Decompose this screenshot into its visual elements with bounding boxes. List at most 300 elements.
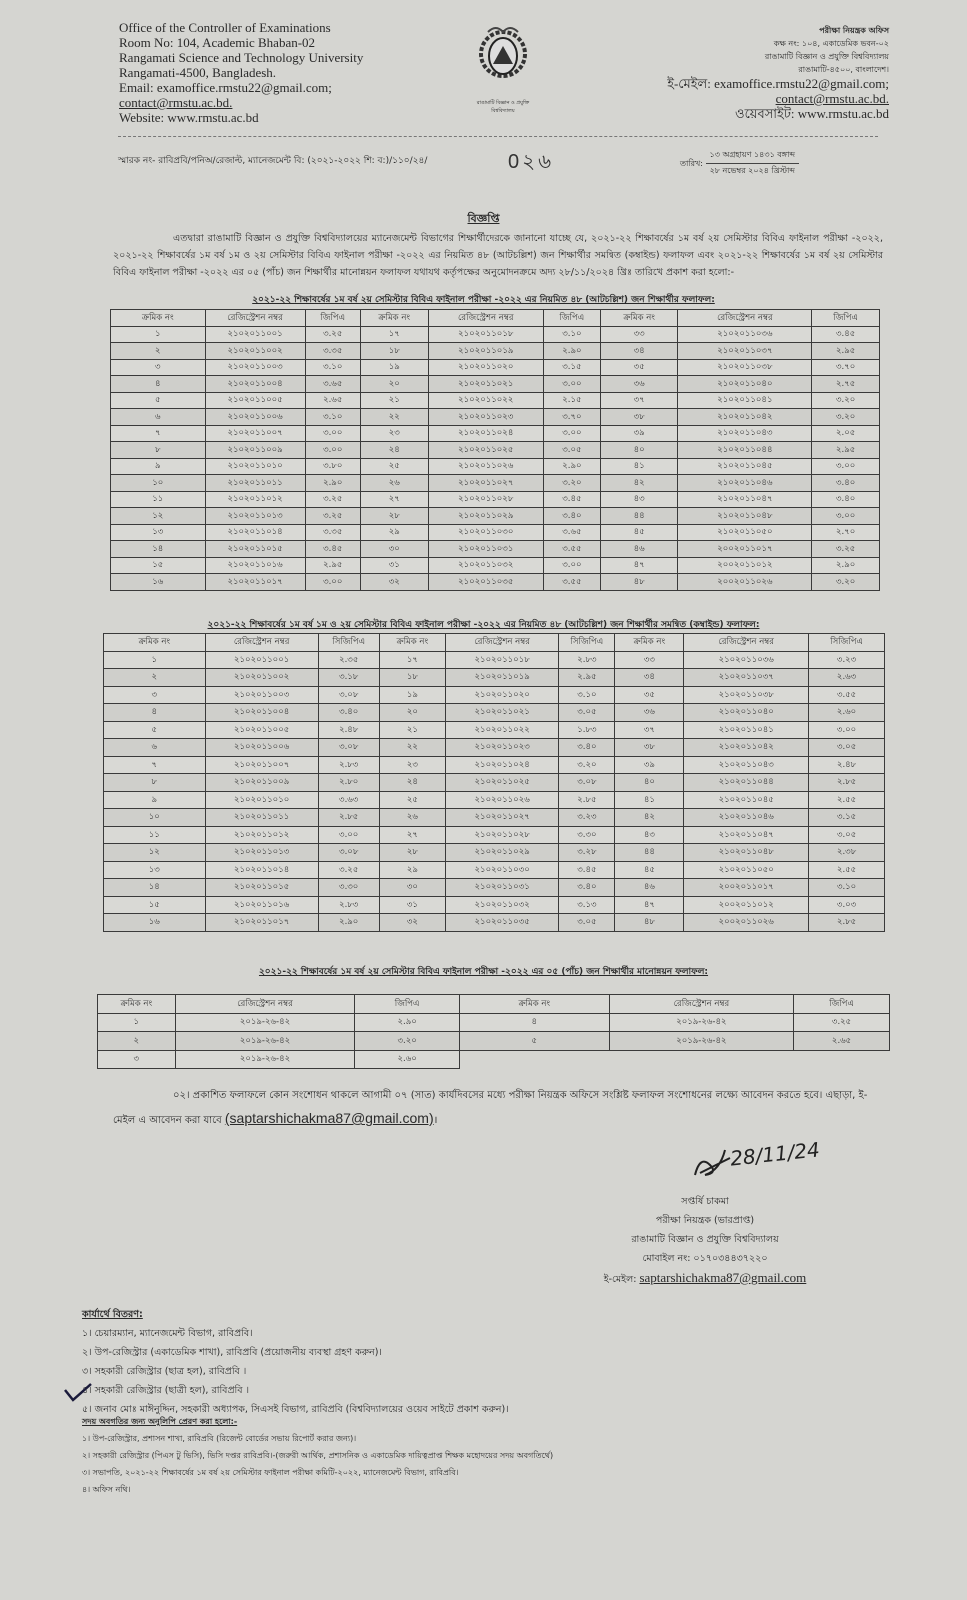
gpa-cell: ২.৯৫: [559, 669, 615, 687]
table-row: [111, 359, 880, 376]
gpa-cell: ৩.০০: [812, 458, 880, 475]
registration-cell: ২১০২০১১০৩২: [446, 896, 559, 914]
office-name-bangla: পরীক্ষা নিয়ন্ত্রক অফিস: [819, 26, 889, 35]
memo-date: [680, 148, 799, 179]
table-row: [104, 686, 885, 704]
table-row: [111, 392, 880, 409]
registration-cell: ২১০২০১১০৪৬: [684, 809, 809, 827]
gpa-cell: ৩.৬৫: [305, 376, 360, 393]
serial-cell: ২৪: [379, 774, 445, 792]
serial-cell: ৪০: [615, 774, 684, 792]
registration-cell: ২১০২০১১০০১: [205, 651, 318, 669]
serial-cell: ৩০: [379, 879, 445, 897]
serial-cell: ৩: [98, 1050, 176, 1069]
list-item: ৪। সহকারী রেজিস্ট্রার (ছাত্রী হল), রাবিপ্রবি ।: [82, 1385, 249, 1396]
table-row: [111, 524, 880, 541]
gpa-cell: ৩.০৫: [809, 739, 885, 757]
cgpa-combined-results-table: [103, 633, 885, 932]
serial-cell: ৪৫: [615, 861, 684, 879]
serial-cell: ৩৪: [615, 669, 684, 687]
list-item: ১। উপ-রেজিস্ট্রার, প্রশাসন শাখা, রাবিপ্রবি (রিজেন্ট বোর্ডের সভায় রিপোর্ট করার জন্য)।: [82, 1434, 357, 1443]
signatory-institution: রাঙামাটি বিজ্ঞান ও প্রযুক্তি বিশ্ববিদ্যালয়: [631, 1234, 779, 1245]
registration-cell: ২১০২০১১০২০: [428, 359, 543, 376]
contact-link[interactable]: contact@rmstu.ac.bd.: [119, 95, 233, 110]
registration-cell: ২১০২০১১০১৭: [205, 914, 318, 932]
gpa-cell: ৩.০০: [318, 826, 379, 844]
gpa-cell: ২.৩৫: [318, 651, 379, 669]
registration-cell: ২১০২০১১০৪০: [684, 704, 809, 722]
list-item: ১। চেয়ারম্যান, ম্যানেজমেন্ট বিভাগ, রাবিপ্রবি।: [82, 1328, 253, 1339]
date-label: তারিখ:: [680, 159, 703, 168]
gpa-cell: ২.৬৩: [809, 669, 885, 687]
notice-body: এতদ্বারা রাঙামাটি বিজ্ঞান ও প্রযুক্তি বিশ্ববিদ্যালয়ের ম্যানেজমেন্ট বিভাগের শিক্ষার্থীদেরকে জানানো যাচ্ছে যে, ২০২১-২২ শিক্ষাবর্ষের ১ম বর্ষ ২য় সেমিস্টার বিবিএ ফাইনাল পরীক্ষা -২০২২, ২০২১-২২ শিক্ষাবর্ষের ১ম বর্ষ ১ম ও ২য় সেমিস্টার বিবিএ ফাইনাল পরীক্ষা -২০২২ এর নিয়মিত ৪৮ (আটচল্লিশ) জন শিক্ষার্থীর সমন্বিত (কম্বাইন্ড) ফলাফল এবং ২০২১-২২ শিক্ষাবর্ষের ১ম বর্ষ ২য় সেমিস্টার বিবিএ ফাইনাল পরীক্ষা -২০২২ এর ০৫ (পাঁচ) জন শিক্ষার্থীর মানোন্নয়ন ফলাফল যথাযথ কর্তৃপক্ষের অনুমোদনক্রমে অদ্য ২৮/১১/২০২৪ খ্রিঃ তারিখে প্রকাশ করা হলো:-: [113, 233, 883, 278]
gpa-cell: ৩.৬৩: [318, 791, 379, 809]
serial-cell: ১০: [104, 809, 206, 827]
serial-cell: ৪৭: [600, 557, 678, 574]
gpa-cell: ৩.৭০: [543, 409, 600, 426]
column-header: ক্রমিক নং: [615, 634, 684, 652]
registration-cell: ২১০২০১১০২৩: [446, 739, 559, 757]
table-row: [104, 756, 885, 774]
table2-caption: ২০২১-২২ শিক্ষাবর্ষের ১ম বর্ষ ১ম ও ২য় সেমিস্টার বিবিএ ফাইনাল পরীক্ষা -২০২২ এর নিয়মিত ৪৮ (আটচল্লিশ) জন শিক্ষার্থীর সমন্বিত (কম্বাইন্ড) ফলাফল:: [207, 620, 760, 630]
column-header: রেজিস্ট্রেশন নম্বর: [446, 634, 559, 652]
list-item: ৫। জনাব মোঃ মাঈনুদ্দিন, সহকারী অধ্যাপক, সিএসই বিভাগ, রাবিপ্রবি (বিশ্ববিদ্যালয়ের ওয়েব সাইটে প্রকাশ করুন)।: [82, 1404, 509, 1415]
serial-cell: ৮: [104, 774, 206, 792]
column-header: জিপিএ: [794, 995, 890, 1014]
registration-cell: ২১০২০১১০৩৬: [678, 326, 812, 343]
registration-cell: ২১০২০১১০০২: [205, 343, 305, 360]
gpa-cell: ৩.৪০: [812, 475, 880, 492]
letterhead-bangla: [667, 24, 889, 121]
table-row: [111, 491, 880, 508]
serial-cell: ৩৩: [615, 651, 684, 669]
gpa-cell: ২.১৫: [543, 392, 600, 409]
gpa-cell: ৩.৪০: [318, 704, 379, 722]
registration-cell: ২১০২০১১০১২: [205, 826, 318, 844]
registration-cell: ২১০২০১১০০৬: [205, 739, 318, 757]
registration-cell: ২১০২০১১০৩৮: [684, 686, 809, 704]
registration-cell: ২০০২০১১০১৭: [678, 541, 812, 558]
gpa-cell: ২.৯৫: [812, 442, 880, 459]
registration-cell: ২১০২০১১০৪০: [678, 376, 812, 393]
gpa-cell: ৩.২০: [355, 1032, 460, 1051]
serial-cell: ৫: [104, 721, 206, 739]
column-header: সিজিপিএ: [809, 634, 885, 652]
serial-cell: ২: [104, 669, 206, 687]
serial-cell: ২১: [379, 721, 445, 739]
gpa-cell: ২.৬৫: [794, 1032, 890, 1051]
gpa-cell: ২.৯০: [812, 557, 880, 574]
gpa-cell: ৩.৫৫: [543, 574, 600, 591]
table-row: [104, 704, 885, 722]
serial-cell: ২৯: [360, 524, 428, 541]
serial-cell: ৩৯: [615, 756, 684, 774]
gpa-cell: ৩.২৮: [559, 844, 615, 862]
column-header: জিপিএ: [355, 995, 460, 1014]
gpa-cell: ৩.০৮: [318, 739, 379, 757]
gpa-cell: ২.৯০: [305, 475, 360, 492]
column-header: সিজিপিএ: [559, 634, 615, 652]
gpa-cell: ৩.১০: [809, 879, 885, 897]
gpa-cell: ৩.৩৫: [305, 524, 360, 541]
contact-link-bangla[interactable]: contact@rmstu.ac.bd.: [775, 91, 889, 106]
serial-cell: ৩২: [379, 914, 445, 932]
registration-cell: ২০১৯-২৬-৪২: [175, 1050, 355, 1069]
gpa-cell: ৩.০০: [543, 425, 600, 442]
signatory-name: সপ্তর্ষি চাকমা: [681, 1196, 729, 1207]
university-logo: [468, 22, 538, 114]
serial-cell: ১৪: [111, 541, 206, 558]
gpa-cell: ৩.৮০: [305, 458, 360, 475]
serial-cell: ৪৩: [600, 491, 678, 508]
gpa-cell: ৩.০০: [305, 442, 360, 459]
registration-cell: ২১০২০১১০১৩: [205, 508, 305, 525]
serial-cell: ৪৪: [615, 844, 684, 862]
handwritten-memo-number: 0২৬: [508, 151, 555, 173]
serial-cell: ৪৭: [615, 896, 684, 914]
gpa-cell: ২.৯৫: [305, 557, 360, 574]
list-item: ৩। সভাপতি, ২০২১-২২ শিক্ষাবর্ষের ১ম বর্ষ ২য় সেমিস্টার ফাইনাল পরীক্ষা কমিটি-২০২২, ম্যানেজমেন্ট বিভাগ, রাবিপ্রবি।: [82, 1468, 459, 1477]
gpa-cell: ৩.২০: [812, 392, 880, 409]
registration-cell: ২১০২০১১০২৪: [428, 425, 543, 442]
serial-cell: ৯: [104, 791, 206, 809]
registration-cell: ২১০২০১১০৪৮: [684, 844, 809, 862]
serial-cell: ২: [98, 1032, 176, 1051]
registration-cell: ২১০২০১১০০৭: [205, 425, 305, 442]
registration-cell: ২১০২০১১০৪৩: [684, 756, 809, 774]
signature-scribble-icon: [690, 1145, 735, 1185]
serial-cell: ৪২: [615, 809, 684, 827]
registration-cell: ২১০২০১১০২৯: [446, 844, 559, 862]
correction-note: [113, 1085, 873, 1132]
gpa-cell: ২.৯০: [318, 914, 379, 932]
gpa-cell: ৩.৪০: [812, 491, 880, 508]
gpa-cell: ৩.২৫: [812, 541, 880, 558]
table-row: [104, 914, 885, 932]
serial-cell: ১৬: [111, 574, 206, 591]
column-header: রেজিস্ট্রেশন নম্বর: [205, 310, 305, 327]
gpa-cell: ২.৬০: [809, 704, 885, 722]
handwritten-signature: [690, 1137, 830, 1185]
serial-cell: ৪: [104, 704, 206, 722]
email-bangla: ই-মেইল: examoffice.rmstu22@gmail.com;: [667, 76, 889, 91]
list-item: ২। উপ-রেজিস্ট্রার (একাডেমিক শাখা), রাবিপ্রবি (প্রয়োজনীয় ব্যবস্থা গ্রহণ করুন)।: [82, 1347, 382, 1358]
serial-cell: ২৫: [379, 791, 445, 809]
serial-cell: ১: [98, 1013, 176, 1032]
list-item: ৪। অফিস নথি।: [82, 1485, 131, 1494]
gpa-cell: ৩.১০: [305, 409, 360, 426]
signatory-mobile: মোবাইল নং: ০১৭০৩৪৪৩৭২২০: [642, 1253, 768, 1264]
gpa-cell: ৩.২৫: [305, 508, 360, 525]
table-row: [104, 861, 885, 879]
gpa-cell: ৩.২০: [559, 756, 615, 774]
signatory-email-link[interactable]: saptarshichakma87@gmail.com: [639, 1270, 807, 1285]
serial-cell: ১৮: [360, 343, 428, 360]
gpa-cell: ৩.১৩: [559, 896, 615, 914]
gpa-cell: ৩.০০: [543, 557, 600, 574]
serial-cell: ১৯: [379, 686, 445, 704]
gpa-cell: ২.৫৫: [809, 861, 885, 879]
registration-cell: ২১০২০১১০২৮: [446, 826, 559, 844]
serial-cell: ৪: [111, 376, 206, 393]
serial-cell: ১২: [104, 844, 206, 862]
gpa-cell: ৩.১৫: [543, 359, 600, 376]
serial-cell: ৪৮: [615, 914, 684, 932]
column-header: রেজিস্ট্রেশন নম্বর: [684, 634, 809, 652]
registration-cell: ২১০২০১১০১৬: [205, 896, 318, 914]
gpa-cell: ৩.০৫: [559, 704, 615, 722]
room-bangla: কক্ষ নং: ১০৪, একাডেমিক ভবন-০২: [773, 39, 889, 48]
table-row: [111, 343, 880, 360]
serial-cell: ১১: [111, 491, 206, 508]
gpa-cell: ৩.০০: [305, 574, 360, 591]
gpa-cell: ৩.০৩: [809, 896, 885, 914]
table-row: [104, 739, 885, 757]
serial-cell: ২৮: [360, 508, 428, 525]
table-row: [104, 879, 885, 897]
serial-cell: ৩৮: [615, 739, 684, 757]
registration-cell: ২১০২০১১০০১: [205, 326, 305, 343]
table-row: [111, 326, 880, 343]
registration-cell: ২১০২০১১০৫০: [684, 861, 809, 879]
registration-cell: ২১০২০১১০২১: [428, 376, 543, 393]
signatory-designation: পরীক্ষা নিয়ন্ত্রক (ভারপ্রাপ্ত): [655, 1215, 755, 1226]
registration-cell: ২১০২০১১০১৫: [205, 879, 318, 897]
registration-cell: ২০১৯-২৬-৪২: [175, 1032, 355, 1051]
table-row: [111, 376, 880, 393]
university-bangla: রাঙামাটি বিজ্ঞান ও প্রযুক্তি বিশ্ববিদ্যালয়: [764, 52, 889, 61]
gpa-cell: ১.৮৩: [559, 721, 615, 739]
serial-cell: ২৪: [360, 442, 428, 459]
serial-cell: ১৫: [111, 557, 206, 574]
serial-cell: ২২: [360, 409, 428, 426]
registration-cell: ২১০২০১১০২৮: [428, 491, 543, 508]
registration-cell: ২১০২০১১০০৫: [205, 392, 305, 409]
serial-cell: ২০: [360, 376, 428, 393]
table-row: [111, 541, 880, 558]
registration-cell: ২০০২০১১০১২: [684, 896, 809, 914]
serial-cell: ৩: [111, 359, 206, 376]
registration-cell: ২১০২০১১০৩২: [428, 557, 543, 574]
column-header: জিপিএ: [812, 310, 880, 327]
gpa-cell: ৩.১৫: [809, 809, 885, 827]
serial-cell: ৬: [111, 409, 206, 426]
serial-cell: ৪১: [615, 791, 684, 809]
registration-cell: ২১০২০১১০০২: [205, 669, 318, 687]
gpa-cell: ২.৭০: [812, 524, 880, 541]
registration-cell: ২১০২০১১০৩৮: [678, 359, 812, 376]
gpa-cell: ৩.৭০: [812, 359, 880, 376]
room-address: Room No: 104, Academic Bhaban-02: [119, 35, 316, 50]
registration-cell: ২০১৯-২৬-৪২: [175, 1013, 355, 1032]
registration-cell: ২১০২০১১০৩৫: [446, 914, 559, 932]
serial-cell: ৩৭: [615, 721, 684, 739]
registration-cell: ২১০২০১১০৪৫: [684, 791, 809, 809]
note-email-link[interactable]: (saptarshichakma87@gmail.com): [224, 1110, 434, 1126]
letterhead-english: [119, 20, 363, 125]
gpa-cell: ২.৯০: [543, 458, 600, 475]
list-item: ৩। সহকারী রেজিস্ট্রার (ছাত্র হল), রাবিপ্রবি ।: [82, 1366, 247, 1377]
serial-cell: ২৬: [379, 809, 445, 827]
gpa-cell: ৩.৩০: [318, 879, 379, 897]
distribution-heading: কার্যার্থে বিতরণ:: [82, 1309, 143, 1320]
gpa-cell: ২.৯৫: [812, 343, 880, 360]
table-row: [111, 574, 880, 591]
registration-cell: ২১০২০১১০১৭: [205, 574, 305, 591]
gpa-cell: ৩.০৮: [318, 844, 379, 862]
registration-cell: ২১০২০১১০৩০: [428, 524, 543, 541]
registration-cell: ২১০২০১১০৩৭: [684, 669, 809, 687]
gpa-cell: ২.৮৫: [318, 809, 379, 827]
table-row: [104, 669, 885, 687]
serial-cell: ৩৫: [600, 359, 678, 376]
serial-cell: ২৬: [360, 475, 428, 492]
registration-cell: ২১০২০১১০৩০: [446, 861, 559, 879]
registration-cell: ২১০২০১১০২২: [428, 392, 543, 409]
table-row: [111, 475, 880, 492]
gpa-results-table: [110, 309, 880, 591]
registration-cell: ২১০২০১১০৩১: [428, 541, 543, 558]
gpa-cell: ২.৯০: [355, 1013, 460, 1032]
website-text: Website: www.rmstu.ac.bd: [119, 110, 259, 125]
gpa-cell: ৩.৬৫: [543, 524, 600, 541]
checkmark-icon: [63, 1382, 93, 1404]
serial-cell: ২২: [379, 739, 445, 757]
gpa-cell: ৩.১০: [305, 359, 360, 376]
gpa-cell: ৩.৪০: [543, 508, 600, 525]
gpa-cell: ৩.৫৫: [543, 541, 600, 558]
gpa-cell: ২.৮৩: [318, 756, 379, 774]
gpa-cell: ৩.৪৫: [543, 491, 600, 508]
gpa-cell: ৩.৩৫: [305, 343, 360, 360]
column-header: রেজিস্ট্রেশন নম্বর: [428, 310, 543, 327]
distribution-list: [82, 1305, 509, 1419]
registration-cell: ২১০২০১১০২০: [446, 686, 559, 704]
registration-cell: ২১০২০১১০০৫: [205, 721, 318, 739]
serial-cell: ৩৭: [600, 392, 678, 409]
serial-cell: ৪১: [600, 458, 678, 475]
serial-cell: ৪৪: [600, 508, 678, 525]
gpa-cell: ৩.০৫: [809, 826, 885, 844]
registration-cell: ২১০২০১১০১৮: [446, 651, 559, 669]
registration-cell: ২১০২০১১০০৩: [205, 686, 318, 704]
table-row: [104, 809, 885, 827]
serial-cell: ১৭: [379, 651, 445, 669]
serial-cell: ২০: [379, 704, 445, 722]
gpa-cell: ২.৮০: [318, 774, 379, 792]
gpa-cell: ৩.০৫: [543, 442, 600, 459]
serial-cell: ১: [111, 326, 206, 343]
gpa-cell: ২.৬৫: [305, 392, 360, 409]
registration-cell: ২১০২০১১০০৪: [205, 376, 305, 393]
serial-cell: ১৩: [104, 861, 206, 879]
registration-cell: ২১০২০১১০২৪: [446, 756, 559, 774]
table-header-row: [111, 310, 880, 327]
registration-cell: ২১০২০১১০১৬: [205, 557, 305, 574]
registration-cell: ২১০২০১১০১০: [205, 458, 305, 475]
registration-cell: ২১০২০১১০২৫: [428, 442, 543, 459]
gpa-cell: ৩.২৩: [809, 651, 885, 669]
gpa-cell: ৩.২৩: [559, 809, 615, 827]
date-bangla-calendar: ১৩ অগ্রহায়ণ ১৪৩১ বঙ্গাব্দ: [706, 148, 800, 164]
serial-cell: ৩১: [360, 557, 428, 574]
serial-cell: ৪৮: [600, 574, 678, 591]
registration-cell: ২১০২০১১০০৯: [205, 442, 305, 459]
serial-cell: ২৮: [379, 844, 445, 862]
gpa-cell: ৩.০০: [812, 508, 880, 525]
serial-cell: ৩: [104, 686, 206, 704]
column-header: রেজিস্ট্রেশন নম্বর: [175, 995, 355, 1014]
serial-cell: ৫: [459, 1032, 609, 1051]
note-end: ।: [433, 1115, 438, 1126]
table-row: [104, 826, 885, 844]
registration-cell: ২১০২০১১০১৩: [205, 844, 318, 862]
registration-cell: ২১০২০১১০৪৪: [678, 442, 812, 459]
serial-cell: ৩২: [360, 574, 428, 591]
gpa-cell: ৩.০৮: [318, 686, 379, 704]
table3-caption: ২০২১-২২ শিক্ষাবর্ষের ১ম বর্ষ ২য় সেমিস্টার বিবিএ ফাইনাল পরীক্ষা -২০২২ এর ০৫ (পাঁচ) জন শিক্ষার্থীর মানোন্নয়ন ফলাফল:: [258, 967, 709, 977]
serial-cell: ৪৩: [615, 826, 684, 844]
serial-cell: ৪৫: [600, 524, 678, 541]
serial-cell: ১৭: [360, 326, 428, 343]
gpa-cell: ২.৯০: [543, 343, 600, 360]
gpa-cell: ২.৮৩: [318, 896, 379, 914]
serial-cell: ৩০: [360, 541, 428, 558]
table-row: [104, 896, 885, 914]
gpa-cell: ৩.০৫: [559, 914, 615, 932]
table-row: [111, 425, 880, 442]
registration-cell: ২১০২০১১০১৯: [428, 343, 543, 360]
registration-cell: ২১০২০১১০৪২: [684, 739, 809, 757]
office-name: Office of the Controller of Examinations: [119, 20, 331, 35]
serial-cell: ২৯: [379, 861, 445, 879]
date-english-calendar: ২৮ নভেম্বর ২০২৪ খ্রিস্টাব্দ: [709, 166, 795, 175]
table-row: [98, 1013, 890, 1032]
logo-emblem-icon: [468, 22, 538, 102]
gpa-cell: ৩.২০: [812, 574, 880, 591]
gpa-cell: ৩.১০: [559, 686, 615, 704]
gpa-cell: ৩.৪৫: [812, 326, 880, 343]
gpa-cell: ২.৮৫: [809, 914, 885, 932]
table-row: [104, 651, 885, 669]
column-header: ক্রমিক নং: [98, 995, 176, 1014]
table-header-row: [98, 995, 890, 1014]
registration-cell: ২১০২০১১০১১: [205, 475, 305, 492]
serial-cell: ৯: [111, 458, 206, 475]
gpa-cell: ৩.২৫: [305, 491, 360, 508]
registration-cell: ২০১৯-২৬-৪২: [609, 1013, 794, 1032]
registration-cell: ২১০২০১১০৪৬: [678, 475, 812, 492]
registration-cell: ২১০২০১১০২৩: [428, 409, 543, 426]
registration-cell: ২১০২০১১০৪১: [684, 721, 809, 739]
table-row: [104, 844, 885, 862]
logo-caption: রাঙামাটি বিজ্ঞান ও প্রযুক্তি বিশ্ববিদ্যালয়: [476, 100, 530, 114]
serial-cell: ২৭: [360, 491, 428, 508]
serial-cell: ৩৪: [600, 343, 678, 360]
registration-cell: ২১০২০১১০৫০: [678, 524, 812, 541]
serial-cell: ৪৬: [600, 541, 678, 558]
copies-heading: সদয় অবগতির জন্য অনুলিপি প্রেরণ করা হলো:-: [82, 1417, 238, 1426]
serial-cell: ১২: [111, 508, 206, 525]
gpa-cell: ৩.৪০: [559, 879, 615, 897]
memo-reference: স্মারক নং- রাবিপ্রবি/পনিঅ/রেজাল্ট, ম্যানেজমেন্ট বি: (২০২১-২০২২ শি: ব:)/১১০/২৪/: [118, 156, 428, 166]
city-bangla: রাঙামাটি-৪৫০০, বাংলাদেশ।: [798, 65, 889, 74]
serial-cell: ৩৩: [600, 326, 678, 343]
registration-cell: ২১০২০১১০২৬: [428, 458, 543, 475]
gpa-cell: ৩.০৮: [559, 774, 615, 792]
gpa-cell: ৩.০০: [543, 376, 600, 393]
registration-cell: ২১০২০১১০৩৭: [678, 343, 812, 360]
